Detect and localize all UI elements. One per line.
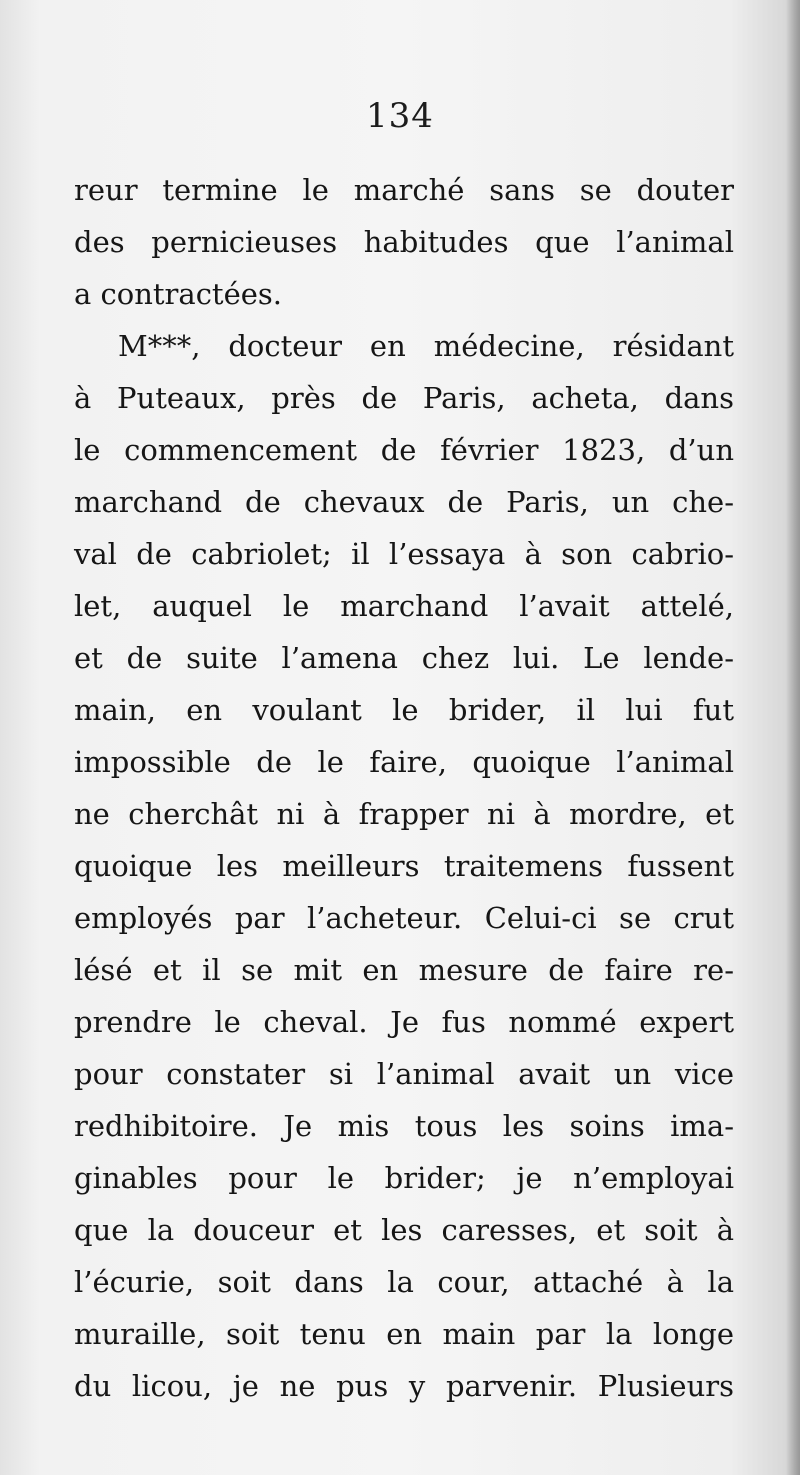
text-line: pour constater si l’animal avait un vice bbox=[74, 1057, 734, 1091]
text-line: let, auquel le marchand l’avait attelé, bbox=[74, 589, 734, 623]
text-line: du licou, je ne pus y parvenir. Plusieurs bbox=[74, 1369, 734, 1403]
text-line: ginables pour le brider; je n’employai bbox=[74, 1161, 734, 1195]
text-line: redhibitoire. Je mis tous les soins ima- bbox=[74, 1109, 734, 1143]
page-edge-shadow bbox=[786, 0, 800, 1475]
text-line: que la douceur et les caresses, et soit à bbox=[74, 1213, 734, 1247]
page-number: 134 bbox=[366, 96, 434, 136]
text-line: impossible de le faire, quoique l’animal bbox=[74, 745, 734, 779]
text-line-paragraph-end: a contractées. bbox=[74, 277, 283, 311]
text-line: muraille, soit tenu en main par la longe bbox=[74, 1317, 734, 1351]
text-line: ne cherchât ni à frapper ni à mordre, et bbox=[74, 797, 734, 831]
text-line: lésé et il se mit en mesure de faire re- bbox=[74, 953, 734, 987]
text-line: à Puteaux, près de Paris, acheta, dans bbox=[74, 381, 734, 415]
text-line: le commencement de février 1823, d’un bbox=[74, 433, 734, 467]
text-line: l’écurie, soit dans la cour, attaché à la bbox=[74, 1265, 734, 1299]
text-line: marchand de chevaux de Paris, un che- bbox=[74, 485, 734, 519]
text-line: main, en voulant le brider, il lui fut bbox=[74, 693, 734, 727]
text-line: prendre le cheval. Je fus nommé expert bbox=[74, 1005, 734, 1039]
body-text bbox=[74, 164, 734, 1412]
text-line: quoique les meilleurs traitemens fussent bbox=[74, 849, 734, 883]
text-line: et de suite l’amena chez lui. Le lende- bbox=[74, 641, 734, 675]
text-line: des pernicieuses habitudes que l’animal bbox=[74, 225, 734, 259]
text-line: employés par l’acheteur. Celui-ci se crut bbox=[74, 901, 734, 935]
text-line: val de cabriolet; il l’essaya à son cabrio- bbox=[74, 537, 734, 571]
text-line: reur termine le marché sans se douter bbox=[74, 173, 734, 207]
text-line-paragraph-start: M***, docteur en médecine, résidant bbox=[118, 329, 734, 363]
